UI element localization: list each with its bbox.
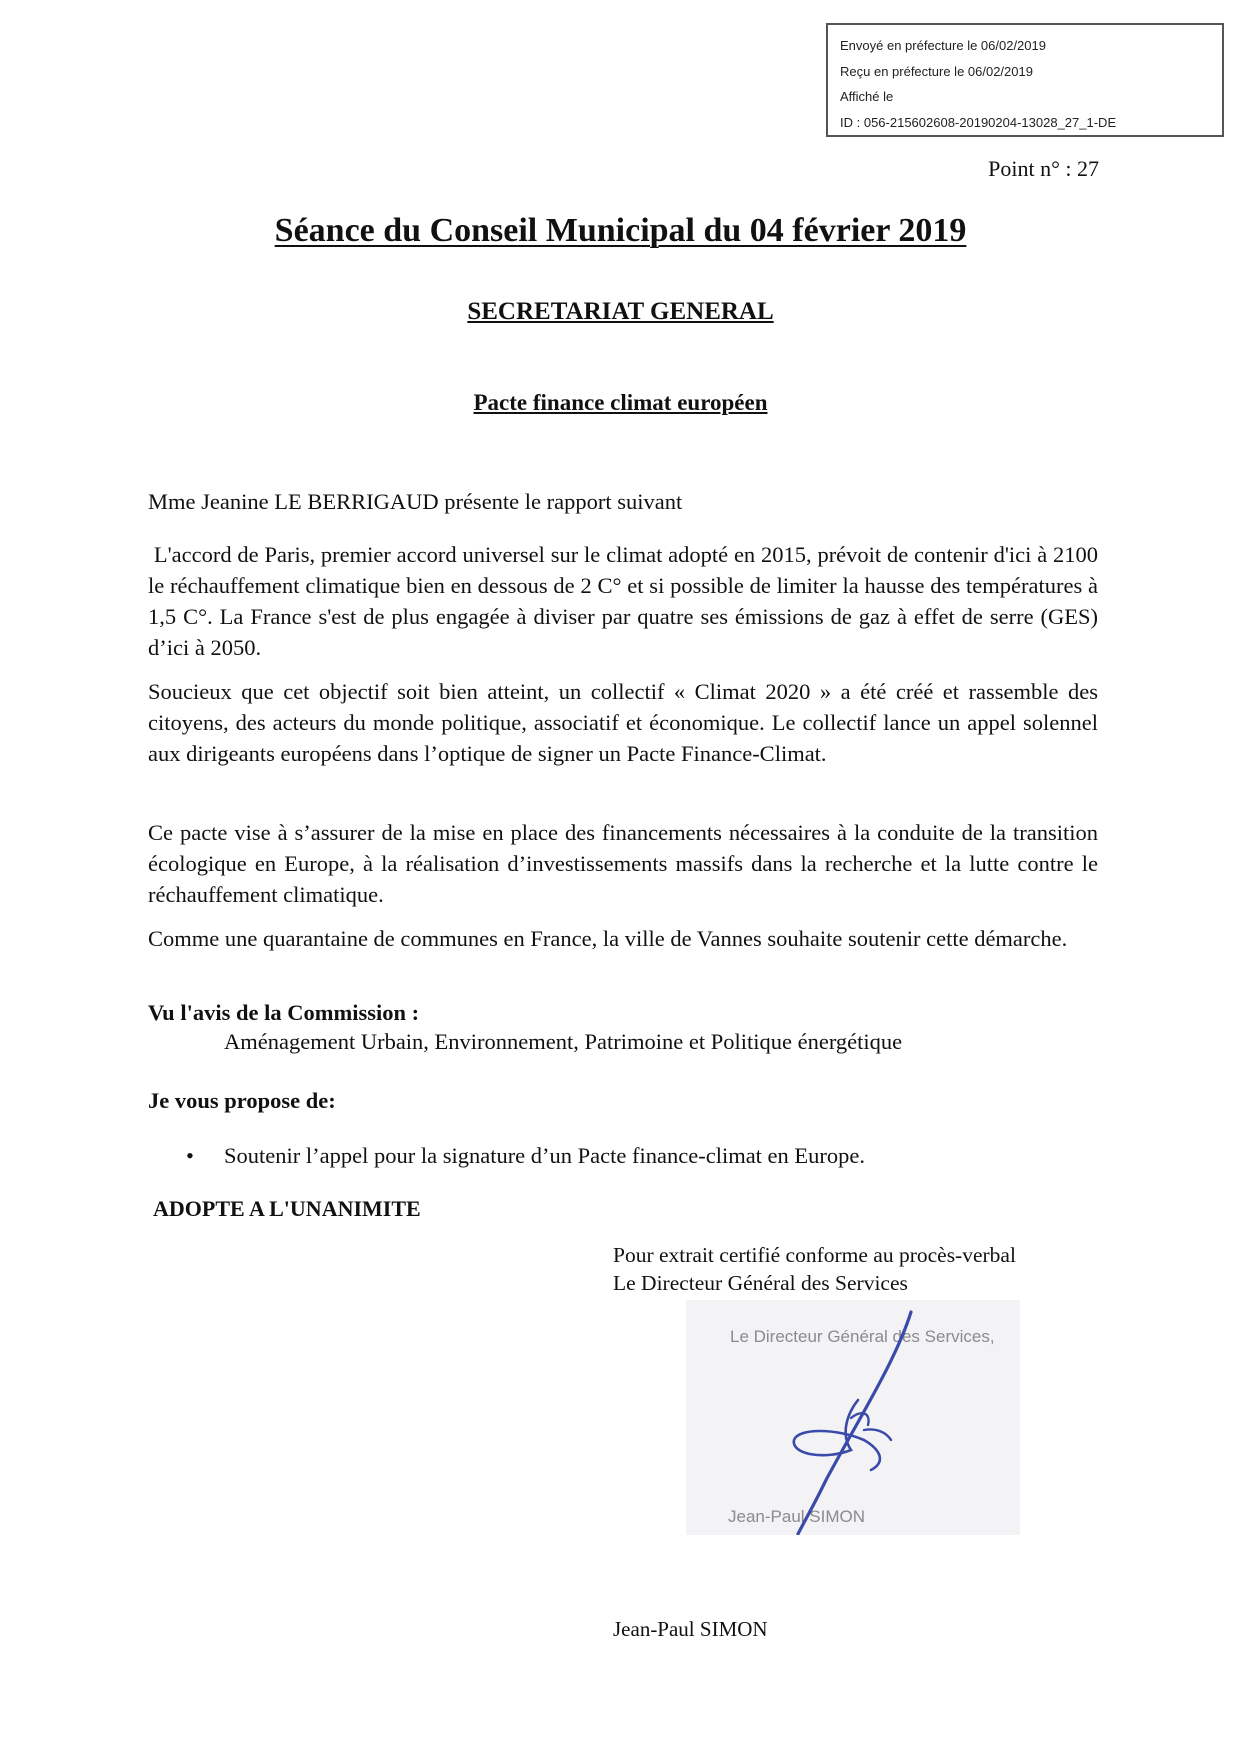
posted-date: Affiché le (840, 89, 894, 104)
certification-line-2: Le Directeur Général des Services (613, 1271, 908, 1295)
paragraph-4: Comme une quarantaine de communes en France, la ville de Vannes souhaite soutenir cette démarche. (148, 926, 1068, 951)
certification (613, 1241, 1016, 1297)
proposal-label: Je vous propose de: (148, 1088, 336, 1113)
decision: ADOPTE A L'UNANIMITE (153, 1196, 421, 1221)
bullet-icon: • (186, 1143, 194, 1168)
paragraph-1: L'accord de Paris, premier accord universel sur le climat adopté en 2015, prévoit de contenir d'ici à 2100 le réchauffement climatique bien en dessous de 2 C° et si possible de limiter la hausse des températures à 1,5 C°. La France s'est de plus engagée à diviser par quatre ses émissions de gaz à effet de serre (GES) d’ici à 2050. (148, 542, 1104, 660)
handwritten-signature (686, 1300, 1020, 1535)
paragraph-2: Soucieux que cet objectif soit bien atteint, un collectif « Climat 2020 » a été créé et rassemble des citoyens, des acteurs du monde politique, associatif et économique. Le collectif lance un appel solennel aux dirigeants européens dans l’optique de signer un Pacte Finance-Climat. (148, 679, 1098, 766)
sent-date: Envoyé en préfecture le 06/02/2019 (840, 38, 1046, 53)
point-number: Point n° : 27 (988, 156, 1099, 181)
page-title: Séance du Conseil Municipal du 04 février 2019 (274, 212, 967, 249)
section-heading: SECRETARIAT GENERAL (467, 298, 774, 325)
signature-image (686, 1300, 1020, 1535)
commission-label: Vu l'avis de la Commission : (148, 1000, 420, 1025)
intro-line: Mme Jeanine LE BERRIGAUD présente le rapport suivant (148, 489, 683, 514)
signature-stamp-title: Le Directeur Général des Services, (730, 1327, 995, 1346)
paragraph-3: Ce pacte vise à s’assurer de la mise en place des financements nécessaires à la conduite de la transition écologique en Europe, à la réalisation d’investissements massifs dans la recherche et la lutte contre le réchauffement climatique. (148, 820, 1098, 907)
certification-line-1: Pour extrait certifié conforme au procès-verbal (613, 1243, 1016, 1267)
received-date: Reçu en préfecture le 06/02/2019 (840, 63, 1033, 79)
subject-heading: Pacte finance climat européen (473, 390, 768, 415)
signatory-name: Jean-Paul SIMON (613, 1617, 768, 1641)
proposal-item (186, 1140, 865, 1171)
act-id: ID : 056-215602608-20190204-13028_27_1-DE (840, 114, 1117, 130)
commission-name: Aménagement Urbain, Environnement, Patrimoine et Politique énergétique (224, 1029, 903, 1054)
signature-stamp-name: Jean-Paul SIMON (728, 1507, 865, 1526)
prefecture-stamp (826, 23, 1224, 137)
proposal-item-text: Soutenir l’appel pour la signature d’un Pacte finance-climat en Europe. (224, 1143, 866, 1168)
